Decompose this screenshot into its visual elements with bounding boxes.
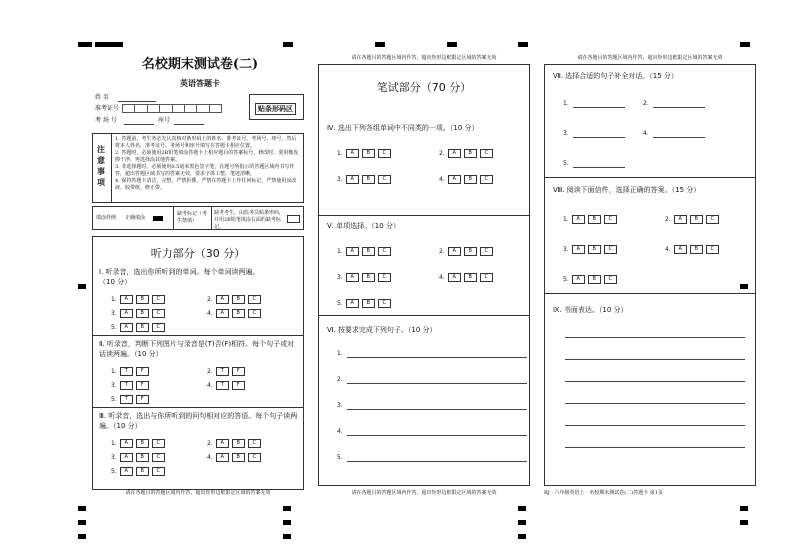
answer-bubble-b[interactable]: B xyxy=(232,439,245,448)
answer-bubble-f[interactable]: F xyxy=(136,367,149,376)
question-row xyxy=(207,295,261,304)
answer-bubble-t[interactable]: T xyxy=(216,381,229,390)
answer-bubble-b[interactable]: B xyxy=(588,245,601,254)
question-row xyxy=(439,247,493,256)
question-row xyxy=(563,275,617,284)
answer-bubble-c[interactable]: C xyxy=(152,309,165,318)
question-row xyxy=(207,309,261,318)
alignment-mark xyxy=(78,42,92,47)
room-field[interactable] xyxy=(124,124,154,125)
question-number: 2. xyxy=(207,296,213,303)
question-row xyxy=(111,453,165,462)
absent-label: 缺考标记（考生禁填） xyxy=(177,211,208,224)
question-number: 2. xyxy=(439,248,445,255)
exam-title: 名校期末测试卷(二) xyxy=(141,57,259,72)
answer-bubble-b[interactable]: B xyxy=(690,245,703,254)
answer-line[interactable] xyxy=(573,107,625,108)
writing-line[interactable] xyxy=(565,381,745,382)
question-row xyxy=(665,215,719,224)
margin-note: 请在各题目的答题区域内作答，超出矩形边框限定区域的答案无效 xyxy=(351,55,497,61)
question-row xyxy=(111,381,149,390)
written-panel xyxy=(318,64,530,486)
seat-label: 座号 xyxy=(158,117,171,124)
question-number: 1. xyxy=(111,440,117,447)
alignment-mark xyxy=(518,42,528,47)
answer-bubble-a[interactable]: A xyxy=(216,309,229,318)
notice-label: 注意事项 xyxy=(97,144,105,187)
filled-mark-sample xyxy=(153,216,163,221)
answer-bubble-b[interactable]: B xyxy=(136,323,149,332)
answer-bubble-c[interactable]: C xyxy=(706,215,719,224)
answer-bubble-t[interactable]: T xyxy=(120,395,133,404)
question-row xyxy=(111,395,149,404)
answer-bubble-c[interactable]: C xyxy=(378,175,391,184)
listening-title: 听力部分（30 分） xyxy=(150,247,246,260)
question-number: 3. xyxy=(111,382,117,389)
question-number: 2. xyxy=(665,216,671,223)
question-row xyxy=(207,381,245,390)
alignment-mark xyxy=(95,42,123,47)
section-heading: Ⅵ. 按要求完成下列句子。（10 分） xyxy=(327,326,437,334)
notice-box xyxy=(92,133,304,203)
answer-bubble-t[interactable]: T xyxy=(120,367,133,376)
alignment-mark xyxy=(518,534,526,539)
section-heading: Ⅰ. 听录音，选出你所听到的单词。每个单词读两遍。 （10 分） xyxy=(99,268,260,286)
question-number: 4. xyxy=(439,274,445,281)
answer-bubble-c[interactable]: C xyxy=(480,247,493,256)
answer-bubble-b[interactable]: B xyxy=(232,295,245,304)
question-number: 4. xyxy=(207,454,213,461)
answer-bubble-a[interactable]: A xyxy=(448,273,461,282)
question-number: 4. xyxy=(665,246,671,253)
question-number: 1. xyxy=(337,350,343,357)
alignment-mark xyxy=(283,42,293,47)
barcode-area xyxy=(249,94,304,120)
question-row xyxy=(111,295,165,304)
answer-bubble-c[interactable]: C xyxy=(378,299,391,308)
alignment-mark xyxy=(740,520,748,525)
seat-field[interactable] xyxy=(174,124,204,125)
question-row xyxy=(207,439,261,448)
answer-line[interactable] xyxy=(347,409,527,410)
writing-line[interactable] xyxy=(565,359,745,360)
question-number: 1. xyxy=(337,248,343,255)
question-row xyxy=(337,175,391,184)
absent-checkbox[interactable] xyxy=(287,215,300,223)
answer-bubble-c[interactable]: C xyxy=(152,295,165,304)
answer-bubble-a[interactable]: A xyxy=(120,467,133,476)
question-number: 1. xyxy=(111,296,117,303)
question-row xyxy=(337,273,391,282)
question-number: 5. xyxy=(563,276,569,283)
question-number: 3. xyxy=(111,454,117,461)
question-number: 4. xyxy=(337,428,343,435)
answer-bubble-c[interactable]: C xyxy=(152,439,165,448)
answer-bubble-t[interactable]: T xyxy=(216,367,229,376)
answer-line[interactable] xyxy=(347,357,527,358)
question-number: 3. xyxy=(337,274,343,281)
question-number: 2. xyxy=(439,150,445,157)
alignment-mark xyxy=(78,506,86,511)
question-number: 4. xyxy=(207,310,213,317)
question-row xyxy=(337,149,391,158)
answer-bubble-a[interactable]: A xyxy=(674,215,687,224)
absent-note: 缺考考生，由监考员贴条形码，并用2B铅笔填涂右面的缺考标记。 xyxy=(214,210,285,230)
answer-line[interactable] xyxy=(573,167,625,168)
question-row xyxy=(563,215,617,224)
exam-no-field[interactable] xyxy=(122,104,222,113)
name-field[interactable] xyxy=(118,101,156,102)
question-number: 2. xyxy=(207,440,213,447)
answer-line[interactable] xyxy=(573,137,625,138)
question-row xyxy=(337,247,391,256)
question-row xyxy=(563,245,617,254)
answer-bubble-a[interactable]: A xyxy=(448,149,461,158)
fill-correct-label: 正确填涂 xyxy=(125,215,146,221)
fill-example-label: 填涂样例 xyxy=(96,215,117,221)
question-number: 5. xyxy=(337,300,343,307)
notice-item: 3. 非选择题时，必须使用0.5毫米黑色签字笔，在题号所指示的答题区域内书写作答，超出答题区域书写的答案无效，要求字体工整、笔迹清晰。 xyxy=(115,164,295,177)
question-number: 2. xyxy=(643,100,649,107)
section-heading: Ⅱ. 听录音，判断下列图片与录音是(T)否(F)相符。每个句子或对话读两遍。（10 分） xyxy=(99,340,295,358)
answer-bubble-b[interactable]: B xyxy=(362,299,375,308)
answer-bubble-a[interactable]: A xyxy=(572,275,585,284)
answer-bubble-c[interactable]: C xyxy=(152,453,165,462)
room-label: 考 场 号 xyxy=(95,117,117,124)
answer-bubble-a[interactable]: A xyxy=(346,175,359,184)
question-number: 5. xyxy=(111,324,117,331)
writing-line[interactable] xyxy=(565,403,745,404)
notice-item: 4. 保持答题卡清洁，完整，严禁折叠，严禁在答题卡上作任何标记，严禁使用涂改液、胶带纸、修正带。 xyxy=(115,178,297,191)
answer-bubble-a[interactable]: A xyxy=(346,273,359,282)
question-number: 3. xyxy=(337,402,343,409)
answer-bubble-c[interactable]: C xyxy=(152,323,165,332)
answer-line[interactable] xyxy=(347,435,527,436)
answer-bubble-c[interactable]: C xyxy=(378,149,391,158)
exam-no-label: 准考证号 xyxy=(95,105,120,112)
question-row xyxy=(337,299,391,308)
alignment-mark xyxy=(78,534,86,539)
answer-bubble-b[interactable]: B xyxy=(362,175,375,184)
answer-bubble-a[interactable]: A xyxy=(120,295,133,304)
question-number: 1. xyxy=(111,368,117,375)
answer-bubble-a[interactable]: A xyxy=(346,149,359,158)
question-row xyxy=(207,453,261,462)
answer-bubble-c[interactable]: C xyxy=(378,247,391,256)
alignment-mark xyxy=(283,520,291,525)
question-number: 5. xyxy=(337,454,343,461)
question-number: 4. xyxy=(439,176,445,183)
answer-bubble-c[interactable]: C xyxy=(152,467,165,476)
answer-bubble-a[interactable]: A xyxy=(346,247,359,256)
question-number: 5. xyxy=(563,160,569,167)
question-number: 2. xyxy=(207,368,213,375)
answer-bubble-f[interactable]: F xyxy=(232,381,245,390)
answer-bubble-c[interactable]: C xyxy=(248,439,261,448)
question-row xyxy=(439,273,493,282)
answer-line[interactable] xyxy=(347,461,527,462)
answer-bubble-c[interactable]: C xyxy=(604,245,617,254)
answer-bubble-b[interactable]: B xyxy=(136,439,149,448)
question-row xyxy=(207,367,245,376)
answer-bubble-c[interactable]: C xyxy=(706,245,719,254)
notice-item: 1. 答题前，考生务必先认真核对条形码上的姓名、准考证号、考场号、座号，然后将本人姓名、准考证号、考场号和座号填写在答题卡相应位置。 xyxy=(115,136,297,149)
writing-line[interactable] xyxy=(565,425,745,426)
footer-note: RJ · 六年级英语上 · 名校期末测试卷(二)答题卡 第1页 xyxy=(544,490,663,496)
answer-bubble-c[interactable]: C xyxy=(248,309,261,318)
alignment-mark xyxy=(740,506,748,511)
question-number: 3. xyxy=(111,310,117,317)
answer-bubble-b[interactable]: B xyxy=(690,215,703,224)
answer-bubble-a[interactable]: A xyxy=(216,295,229,304)
answer-line[interactable] xyxy=(653,137,705,138)
answer-bubble-c[interactable]: C xyxy=(378,273,391,282)
answer-bubble-c[interactable]: C xyxy=(248,295,261,304)
alignment-mark xyxy=(740,42,750,47)
question-number: 3. xyxy=(337,176,343,183)
question-number: 1. xyxy=(337,150,343,157)
question-row xyxy=(111,439,165,448)
answer-bubble-a[interactable]: A xyxy=(120,453,133,462)
section-heading: Ⅶ. 选择合适的句子补全对话。（15 分） xyxy=(553,72,678,80)
answer-line[interactable] xyxy=(347,383,527,384)
question-number: 1. xyxy=(563,216,569,223)
written-title: 笔试部分（70 分） xyxy=(376,81,472,94)
question-number: 5. xyxy=(111,396,117,403)
answer-bubble-b[interactable]: B xyxy=(362,149,375,158)
answer-bubble-a[interactable]: A xyxy=(572,215,585,224)
section-heading: Ⅸ. 书面表达。（10 分） xyxy=(553,306,628,314)
alignment-mark xyxy=(283,506,291,511)
answer-bubble-a[interactable]: A xyxy=(346,299,359,308)
section-heading: Ⅲ. 听录音，选出与你所听到的问句相对应的答语。每个句子读两遍。（10 分） xyxy=(99,412,298,430)
answer-bubble-a[interactable]: A xyxy=(448,175,461,184)
question-row xyxy=(111,309,165,318)
answer-bubble-b[interactable]: B xyxy=(136,309,149,318)
alignment-mark xyxy=(518,506,526,511)
answer-bubble-a[interactable]: A xyxy=(216,453,229,462)
alignment-mark xyxy=(283,534,291,539)
question-row xyxy=(111,367,149,376)
answer-bubble-b[interactable]: B xyxy=(232,309,245,318)
answer-bubble-b[interactable]: B xyxy=(136,295,149,304)
answer-bubble-b[interactable]: B xyxy=(464,247,477,256)
answer-bubble-f[interactable]: F xyxy=(136,395,149,404)
answer-bubble-b[interactable]: B xyxy=(588,215,601,224)
answer-bubble-a[interactable]: A xyxy=(216,439,229,448)
margin-note: 请在各题目的答题区域内作答，超出矩形边框限定区域的答案无效 xyxy=(351,490,497,496)
alignment-mark xyxy=(78,284,86,289)
exam-subtitle: 英语答题卡 xyxy=(180,78,220,88)
writing-line[interactable] xyxy=(565,447,745,448)
answer-bubble-b[interactable]: B xyxy=(362,247,375,256)
question-row xyxy=(439,149,493,158)
alignment-mark xyxy=(518,520,526,525)
alignment-mark xyxy=(447,42,457,47)
answer-bubble-b[interactable]: B xyxy=(136,467,149,476)
alignment-mark xyxy=(375,42,385,47)
question-number: 3. xyxy=(563,130,569,137)
answer-bubble-b[interactable]: B xyxy=(464,149,477,158)
answer-bubble-f[interactable]: F xyxy=(232,367,245,376)
answer-bubble-c[interactable]: C xyxy=(248,453,261,462)
question-row xyxy=(439,175,493,184)
question-number: 5. xyxy=(111,468,117,475)
section-heading: Ⅳ. 选出下列各组单词中不同类的一项。（10 分） xyxy=(327,124,479,132)
answer-bubble-f[interactable]: F xyxy=(136,381,149,390)
margin-note: 请在各题目的答题区域内作答，超出矩形边框限定区域的答案无效 xyxy=(125,490,271,496)
answer-bubble-t[interactable]: T xyxy=(120,381,133,390)
notice-item: 2. 答题时，必须使用2B铅笔填涂答题卡上相应题目的答案标号，修改时，要用橡皮擦干净，再选择涂其他答案。 xyxy=(115,150,299,163)
answer-bubble-b[interactable]: B xyxy=(464,273,477,282)
answer-bubble-c[interactable]: C xyxy=(480,273,493,282)
margin-note: 请在各题目的答题区域内作答，超出矩形边框限定区域的答案无效 xyxy=(577,55,723,61)
question-number: 2. xyxy=(337,376,343,383)
question-row xyxy=(665,245,719,254)
alignment-mark xyxy=(78,520,86,525)
answer-bubble-c[interactable]: C xyxy=(480,149,493,158)
answer-line[interactable] xyxy=(653,107,705,108)
answer-bubble-a[interactable]: A xyxy=(120,323,133,332)
answer-bubble-c[interactable]: C xyxy=(480,175,493,184)
answer-bubble-a[interactable]: A xyxy=(120,309,133,318)
question-number: 4. xyxy=(643,130,649,137)
answer-bubble-a[interactable]: A xyxy=(448,247,461,256)
question-row xyxy=(111,467,165,476)
answer-bubble-b[interactable]: B xyxy=(464,175,477,184)
fill-example-row xyxy=(92,206,304,230)
answer-bubble-b[interactable]: B xyxy=(362,273,375,282)
question-number: 1. xyxy=(563,100,569,107)
listening-panel xyxy=(92,236,304,490)
writing-panel xyxy=(544,64,756,486)
writing-line[interactable] xyxy=(565,337,745,338)
answer-bubble-b[interactable]: B xyxy=(136,453,149,462)
answer-bubble-a[interactable]: A xyxy=(120,439,133,448)
answer-bubble-a[interactable]: A xyxy=(572,245,585,254)
answer-bubble-b[interactable]: B xyxy=(588,275,601,284)
answer-bubble-c[interactable]: C xyxy=(604,275,617,284)
section-heading: Ⅷ. 阅读下面信件，选择正确的答案。（15 分） xyxy=(553,186,701,194)
barcode-label: 贴条形码区 xyxy=(255,103,296,115)
answer-bubble-b[interactable]: B xyxy=(232,453,245,462)
answer-bubble-a[interactable]: A xyxy=(674,245,687,254)
question-number: 3. xyxy=(563,246,569,253)
question-row xyxy=(111,323,165,332)
question-number: 4. xyxy=(207,382,213,389)
section-heading: Ⅴ. 单项选择。（10 分） xyxy=(327,222,400,230)
name-label: 姓 名 xyxy=(95,94,109,101)
answer-bubble-c[interactable]: C xyxy=(604,215,617,224)
